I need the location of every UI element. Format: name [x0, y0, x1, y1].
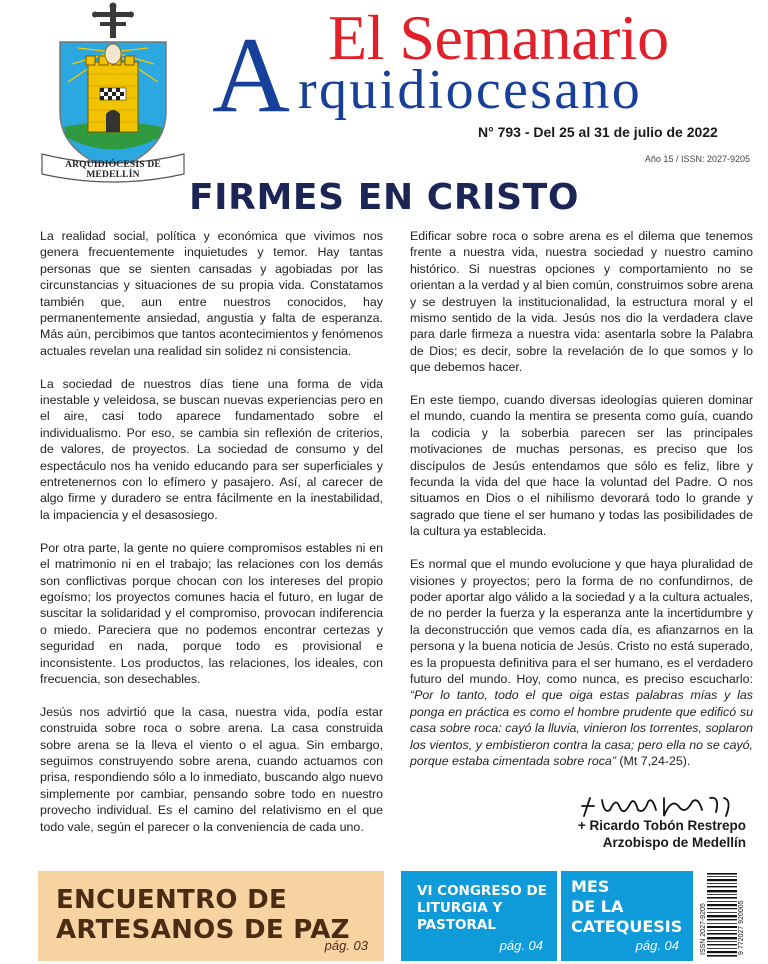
crest-label: ARQUIDIÓCESIS DE MEDELLÍN: [65, 160, 161, 180]
signatory-role: Arzobispo de Medellín: [602, 835, 746, 850]
scripture-reference: (Mt 7,24-25).: [615, 753, 691, 768]
barcode-issn: ISSN 2027-9205: [700, 903, 707, 955]
teaser-title: VI CONGRESO DE LITURGIA Y PASTORAL: [417, 883, 547, 933]
issue-info: [478, 124, 718, 140]
footer-teaser-artesanos[interactable]: [38, 871, 384, 961]
teaser-page: pág. 04: [635, 938, 679, 953]
article-paragraph: La realidad social, política y económica que vivimos nos genera frecuentemente inquietudes y temor. Hay tantas personas que se sienten cansadas y agobiadas por las circunstancias y situaciones de su propia vida. Constatamos también que, aun entre nuestros conocidos, hay permanentemente ansiedad, angustia y falta de esperanza. Más aún, percibimos que tantos acontecimientos y fenómenos actuales revelan una realidad sin solidez ni consistencia.: [40, 229, 383, 358]
teaser-title: ENCUENTRO DE ARTESANOS DE PAZ: [56, 885, 350, 945]
masthead-title-line1: El Semanario: [328, 2, 669, 73]
teaser-page: pág. 03: [324, 938, 368, 953]
signatory-name: + Ricardo Tobón Restrepo: [577, 818, 746, 833]
footer-teaser-catequesis[interactable]: [561, 871, 693, 961]
article-column-right: [410, 228, 753, 786]
cross-icon: [92, 3, 134, 39]
handwritten-signature-icon: [560, 792, 760, 820]
teaser-page: pág. 04: [499, 938, 543, 953]
article-headline: FIRMES EN CRISTO: [188, 177, 580, 218]
issue-dates: - Del 25 al 31 de julio de 2022: [524, 124, 718, 140]
final-paragraph-intro: Es normal que el mundo evolucione y que haya pluralidad de visiones y proyectos; pero la forma de no confundirnos, de poder aportar algo válido a la sociedad y a la cultura actuales, de no perder la fuerza y la esperanza ante la incertidumbre y la deconstrucción que vemos cada día, es afianzarnos en la persona y la buena noticia de Jesús. Cristo no está superado, es la propuesta definitiva para el ser humano, es el verdadero futuro del mundo. Hoy, como nunca, es preciso escucharlo:: [410, 557, 753, 686]
footer-teaser-congreso[interactable]: [401, 871, 557, 961]
article-paragraph: Por otra parte, la gente no quiere compromisos estables ni en el matrimonio ni en el trabajo; las relaciones con los demás son conflictivas porque chocan con los intereses del propio egoísmo; los proyectos comunes hacia el futuro, en lugar de suscitar la solidaridad y el compromiso, provocan indiferencia o miedo. Pareciera que no podemos encontrar certezas y seguridad en nada, porque todo es provisional e inconsistente. Los productos, las relaciones, los ideales, con frecuencia, son desechables.: [40, 540, 383, 686]
issn-line: Año 15 / ISSN: 2027-9205: [644, 154, 750, 164]
issue-number: N° 793: [478, 124, 521, 140]
article-paragraph: La sociedad de nuestros días tiene una forma de vida inestable y veleidosa, se buscan nuevas experiencias pero en el aire, casi todo aparece fundamentado sobre el individualismo. Por eso, se cambia sin reflexión de criterios, de valores, de proyectos. La sociedad de consumo y del espectáculo nos ha venido educando para ser superficiales y entretenernos con lo efímero y pasajero. Así, al carecer de algo firme y duradero se entra fácilmente en la inestabilidad, la impaciencia y el desasosiego.: [40, 376, 383, 522]
article-paragraph: Jesús nos advirtió que la casa, nuestra vida, podía estar construida sobre roca o sobre arena. La casa construida sobre arena se la lleva el viento o el agua. Sin embargo, seguimos construyendo sobre arena, cuando actuamos con prisa, respondiendo sólo a lo inmediato, buscando algo nuevo simplemente por cambiar, pensando sobre todo en nuestro provecho individual. Es el camino del relativismo en el que todo vale, según el parecer o la conveniencia de cada uno.: [40, 704, 383, 834]
signature-scribble: [560, 792, 760, 820]
teaser-title: MES DE LA CATEQUESIS: [571, 877, 683, 936]
article-paragraph: Edificar sobre roca o sobre arena es el dilema que tenemos frente a nuestra vida, nuestra sociedad y nuestro camino histórico. Si nuestras opciones y comportamiento no se orientan a la verdad y al bien común, construimos sobre arena y se destruyen la institucionalidad, la estructura moral y el mismo sentido de la vida. Jesús nos dio la verdadera clave para darle firmeza a nuestra vida: asentarla sobre la Palabra de Dios; es decir, sobre la revelación de lo que somos y lo que debemos hacer.: [410, 229, 753, 375]
article-column-left: [40, 228, 383, 851]
masthead-title-line2: rquidiocesano: [298, 59, 643, 121]
scripture-quote: “Por lo tanto, todo el que oiga estas palabras mías y las ponga en práctica es como el hombre prudente que edificó su casa sobre roca: cayó la lluvia, vinieron los torrentes, soplaron los vientos, y embistieron contra la casa; pero ella no se cayó, porque estaba cimentada sobre roca”: [410, 688, 753, 768]
archdiocese-crest-icon: [38, 2, 188, 188]
article-paragraph: En este tiempo, cuando diversas ideologías quieren dominar el mundo, cuando la mentira se presenta como guía, cuando la codicia y la soberbia parecen ser las principales motivaciones de muchas personas, es preciso que los discípulos de Jesús entendamos que sólo es feliz, libre y fecunda la vida del que hace la voluntad del Padre. O nos situamos en Dios o el nihilismo devorará todo lo grande y sagrado que tiene el ser humano y todas las posibilidades de la cultura ya establecida.: [410, 393, 753, 539]
masthead-title-initial: A: [212, 16, 290, 135]
signature-block: [578, 817, 746, 851]
barcode-digits: 9 772027 920005: [738, 900, 745, 955]
article-paragraph-final: [410, 556, 753, 769]
